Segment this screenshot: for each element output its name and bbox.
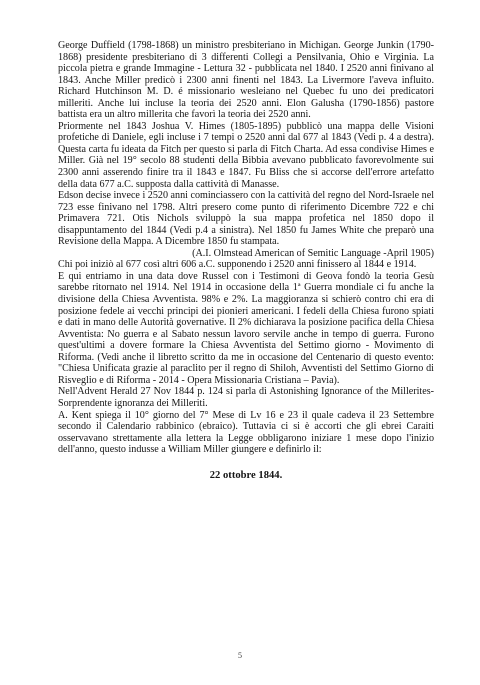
citation-olmstead: (A.I. Olmstead American of Semitic Language -April 1905) bbox=[192, 247, 434, 259]
paragraph-advent-herald: Nell'Advent Herald 27 Nov 1844 p. 124 si parla di Astonishing Ignorance of the Millerites- Sorprendente ignoranza dei Milleriti. bbox=[58, 386, 434, 409]
paragraph-677-606: Chi poi iniziò al 677 così altri 606 a.C. supponendo i 2520 anni finissero al 1844 e 1914. bbox=[58, 259, 417, 271]
page-body bbox=[58, 40, 434, 481]
page-number: 5 bbox=[238, 651, 242, 660]
paragraph-1914-division: E qui entriamo in una data dove Russel con i Testimoni di Geova fondò la teoria Gesù sarebbe ritornato nel 1914. Nel 1914 in occasione della 1ª Guerra mondiale ci fu anche la divisione della Chiesa Avventista. 98% e 2%. La maggioranza si schierò contro chi era di posizione fedele ai vecchi principi dei pionieri americani. I fedeli della Chiesa furono spiati e dati in mano delle Autorità governative. Il 2% dichiarava la posizione pacifica della Chiesa Avventista: No guerra e al Sabato nessun lavoro servile anche in tempo di guerra. Furono quest'ultimi a dovere formare la Chiesa Avventista del Settimo giorno - Movimento di Riforma. (Vedi anche il libretto scritto da me in occasione del Centenario di questo evento: "Chiesa Unificata grazie al paraclito per il regno di Shiloh, Avventisti del Settimo Giorno di Risveglio e di Riforma - 2014 - Opera Missionaria Cristiana – Pavia). bbox=[58, 270, 434, 386]
final-date: 22 ottobre 1844. bbox=[209, 469, 283, 481]
paragraph-early-millerites: George Duffield (1798-1868) un ministro presbiteriano in Michigan. George Junkin (1790-1868) presidente presbiteriano di 3 differenti Collegi a Pensilvania, Ohio e Virginia. La piccola pietra e grande Immagine - Lettura 32 - pubblicata nel 1840. I 2520 anni finivano al 1843. Anche Miller predicò i 2300 anni finenti nel 1843. La Livermore l'aveva influito. Richard Hutchinson M. D. é missionario wesleiano nel Quebec fu uno dei predicatori milleriti. Anche lui incluse la teoria dei 2520 anni. Elon Galusha (1790-1856) pastore battista era un altro millerita che favorì la teoria dei 2520 anni. bbox=[58, 40, 434, 121]
paragraph-himes-chart: Priormente nel 1843 Joshua V. Himes (1805-1895) pubblicò una mappa delle Visioni profetiche di Daniele, egli incluse i 7 tempi o 2520 anni dal 677 al 1843 (Vedi p. 4 a destra). Questa carta fu ideata da Fitch per questo si parla di Fitch Charta. Ad essa condivise Himes e Miller. Già nel 19° secolo 88 studenti della Bibbia avevano pubblicato favorevolmente sui 2300 anni asserendo finire tra il 1843 e 1847. Fu Bliss che si accorse dell'errore artefatto della data 677 a.C. supposta dalla cattività di Manasse. bbox=[58, 120, 434, 190]
paragraph-kent: A. Kent spiega il 10° giorno del 7° Mese di Lv 16 e 23 il quale cadeva il 23 Settembre secondo il Calendario rabbinico (ebraico). Tuttavia ci si è accorti che gli ebrei Caraiti osservavano strettamente alla lettera la Legge obbligarono iniziare 1 mese dopo l'inizio dell'anno, questo indusse a William Miller giungere e definirlo il: bbox=[58, 409, 434, 456]
paragraph-edson: Edson decise invece i 2520 anni cominciassero con la cattività del regno del Nord-Israele nel 723 esse finivano nel 1798. Altri presero come punto di riferimento Dicembre 722 e chi Primavera 721. Otis Nichols sviluppò la sua mappa profetica nel 1850 dopo il disappuntamento del 1844 (Vedi p.4 a sinistra). Nel 1850 fu James White che preparò una Revisione della Mappa. A Dicembre 1850 fu stampata. bbox=[58, 190, 434, 248]
